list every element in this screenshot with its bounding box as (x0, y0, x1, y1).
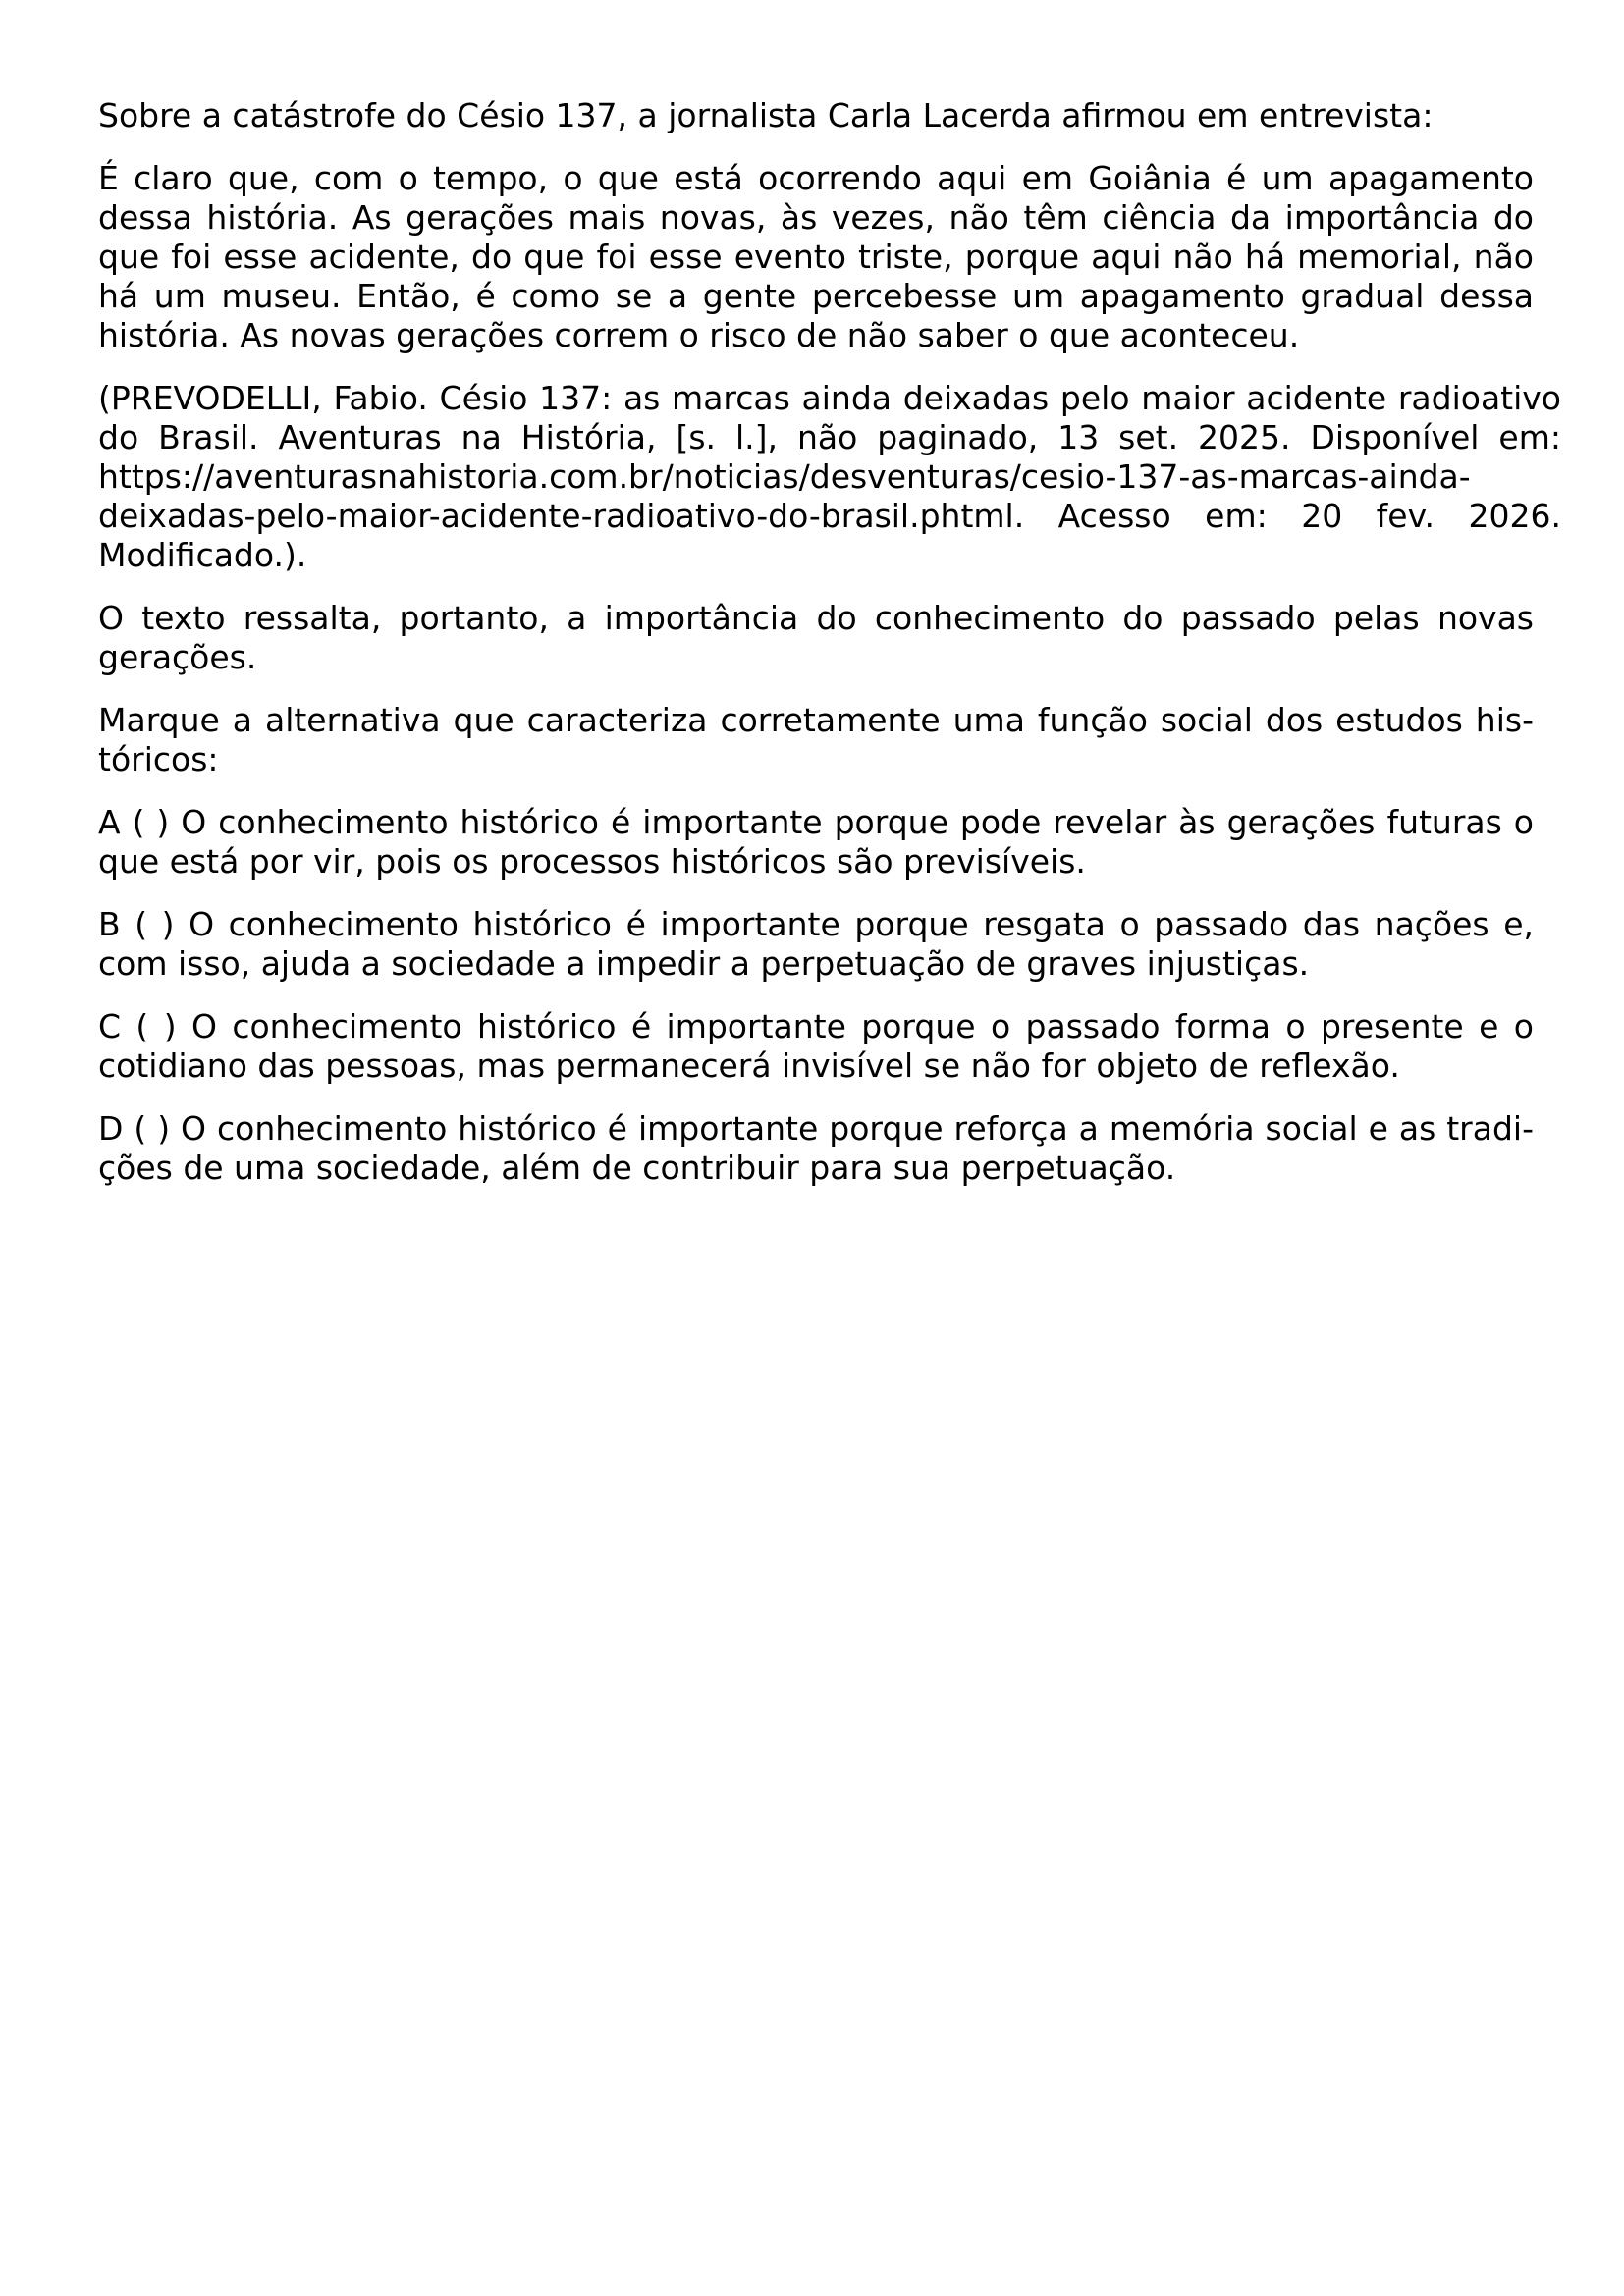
option-d[interactable]: D ( ) O conhecimento histórico é importante porque reforça a memória social e as tradições de uma sociedade, além de contribuir para sua perpetuação. (98, 1109, 1534, 1187)
intro-paragraph: Sobre a catástrofe do Césio 137, a jornalista Carla Lacerda afirmou em entrevista: (98, 96, 1434, 134)
option-c[interactable]: C ( ) O conhecimento histórico é importante porque o passado forma o presente e o cotidiano das pessoas, mas permanecerá invisível se não for objeto de reflexão. (98, 1007, 1534, 1085)
quote-paragraph: É claro que, com o tempo, o que está ocorrendo aqui em Goiânia é um apagamento dessa história. As gerações mais novas, às vezes, não têm ciência da importância do que foi esse acidente, do que foi esse evento triste, porque aqui não há memorial, não há um museu. Então, é como se a gente percebesse um apagamento gradual dessa história. As novas gerações correm o risco de não saber o que aconteceu. (98, 159, 1534, 354)
question-prompt: Marque a alternativa que caracteriza corretamente uma função social dos estudos históricos: (98, 701, 1534, 778)
document-page (98, 96, 1561, 1211)
statement-paragraph: O texto ressalta, portanto, a importância do conhecimento do passado pelas novas gerações. (98, 599, 1534, 676)
option-a[interactable]: A ( ) O conhecimento histórico é importante porque pode revelar às gerações futuras o que está por vir, pois os processos históricos são previsíveis. (98, 803, 1534, 881)
reference-citation: (PREVODELLI, Fabio. Césio 137: as marcas ainda deixadas pelo maior acidente radioativo do Brasil. Aventuras na História, [s. l.], não paginado, 13 set. 2025. Disponível em: https://aventurasnahistoria.com.br/noticias/desventuras/cesio-137-as-marcas-ainda-deixadas-pelo-maior-acidente-radioativo-do-brasil.phtml. Acesso em: 20 fev. 2026. Modificado.). (98, 379, 1561, 574)
option-b[interactable]: B ( ) O conhecimento histórico é importante porque resgata o passado das nações e, com isso, ajuda a sociedade a impedir a perpetuação de graves injustiças. (98, 905, 1534, 983)
